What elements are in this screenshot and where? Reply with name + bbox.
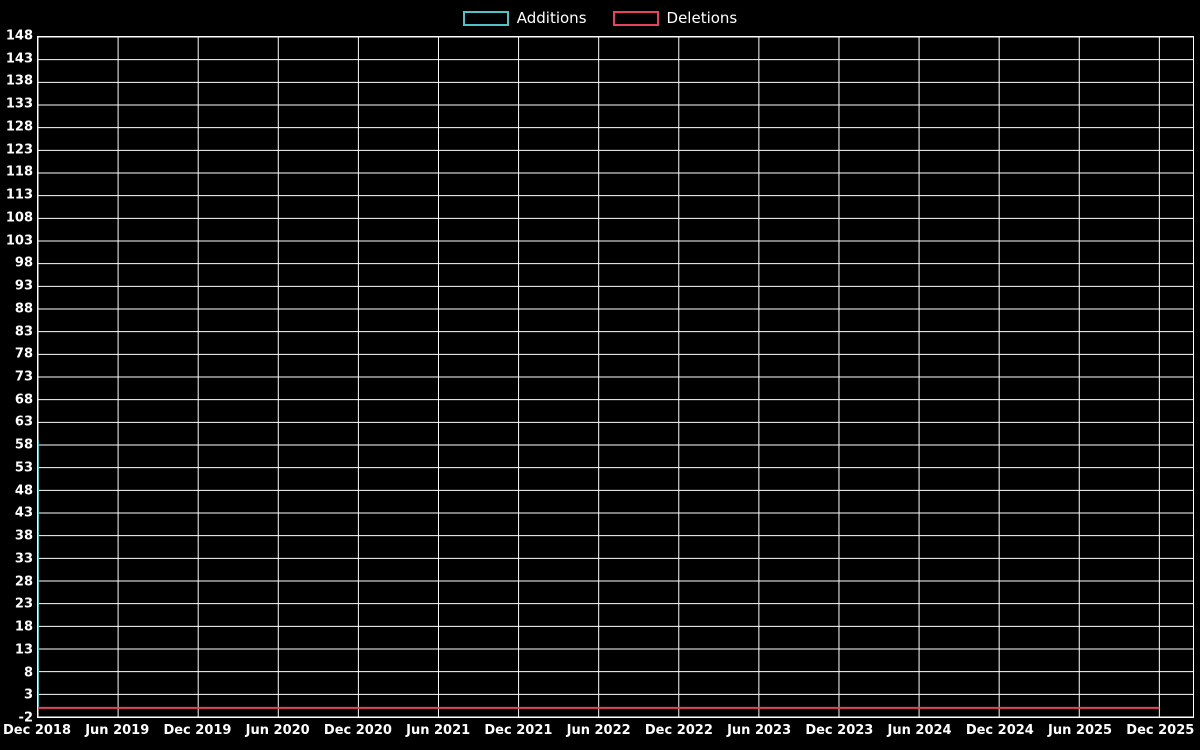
y-tick-label: 98 bbox=[14, 255, 33, 271]
y-tick-label: 83 bbox=[14, 324, 33, 340]
y-tick-label: 88 bbox=[14, 301, 33, 317]
legend-deletions[interactable] bbox=[613, 8, 738, 27]
x-tick-label: Jun 2020 bbox=[245, 723, 310, 738]
x-tick-label: Jun 2023 bbox=[727, 723, 792, 738]
y-tick-label: 33 bbox=[14, 551, 33, 567]
y-tick-label: 73 bbox=[14, 369, 33, 385]
y-tick-label: 63 bbox=[14, 414, 33, 430]
chart-plot-svg bbox=[38, 37, 1193, 717]
y-tick-label: 108 bbox=[5, 210, 33, 226]
x-tick-label: Dec 2025 bbox=[1126, 723, 1195, 738]
y-tick-label: -2 bbox=[18, 710, 33, 726]
y-tick-label: 13 bbox=[14, 642, 33, 658]
y-tick-label: 78 bbox=[14, 346, 33, 362]
x-tick-label: Jun 2021 bbox=[406, 723, 471, 738]
y-axis-tick-labels bbox=[0, 28, 33, 726]
y-tick-label: 53 bbox=[14, 460, 33, 476]
y-tick-label: 128 bbox=[5, 119, 33, 135]
y-tick-label: 28 bbox=[14, 574, 33, 590]
y-tick-label: 143 bbox=[5, 51, 33, 67]
y-tick-label: 43 bbox=[14, 505, 33, 521]
x-axis-tick-labels bbox=[2, 723, 1195, 744]
y-tick-label: 8 bbox=[23, 665, 33, 681]
y-tick-label: 48 bbox=[14, 483, 33, 499]
x-tick-label: Dec 2018 bbox=[2, 723, 72, 738]
x-tick-label: Jun 2024 bbox=[887, 723, 952, 738]
x-tick-label: Dec 2024 bbox=[965, 723, 1034, 738]
y-tick-label: 68 bbox=[14, 392, 33, 408]
y-tick-label: 23 bbox=[14, 596, 33, 612]
legend-deletions-swatch bbox=[613, 11, 659, 26]
y-tick-label: 93 bbox=[14, 278, 33, 294]
y-tick-label: 58 bbox=[14, 437, 33, 453]
x-tick-label: Jun 2025 bbox=[1048, 723, 1113, 738]
x-tick-label: Dec 2020 bbox=[323, 723, 392, 738]
legend-additions-swatch bbox=[463, 11, 509, 26]
y-tick-label: 18 bbox=[14, 619, 33, 635]
x-tick-label: Dec 2023 bbox=[805, 723, 874, 738]
legend-additions[interactable] bbox=[463, 8, 587, 27]
x-tick-label: Dec 2021 bbox=[484, 723, 553, 738]
y-tick-label: 138 bbox=[5, 73, 33, 89]
x-tick-label: Dec 2019 bbox=[163, 723, 232, 738]
y-tick-label: 118 bbox=[5, 164, 33, 180]
y-tick-label: 3 bbox=[23, 687, 33, 703]
x-tick-label: Jun 2022 bbox=[566, 723, 631, 738]
y-tick-label: 103 bbox=[5, 233, 33, 249]
x-tick-label: Dec 2022 bbox=[644, 723, 713, 738]
chart-legend bbox=[0, 4, 1200, 32]
y-tick-label: 123 bbox=[5, 142, 33, 158]
y-tick-label: 113 bbox=[5, 187, 33, 203]
y-tick-label: 133 bbox=[5, 96, 33, 112]
y-tick-label: 148 bbox=[5, 28, 33, 44]
legend-additions-label: Additions bbox=[516, 8, 587, 27]
x-tick-label: Jun 2019 bbox=[85, 723, 150, 738]
y-tick-label: 38 bbox=[14, 528, 33, 544]
plot-area bbox=[37, 36, 1194, 718]
legend-deletions-label: Deletions bbox=[666, 8, 738, 27]
